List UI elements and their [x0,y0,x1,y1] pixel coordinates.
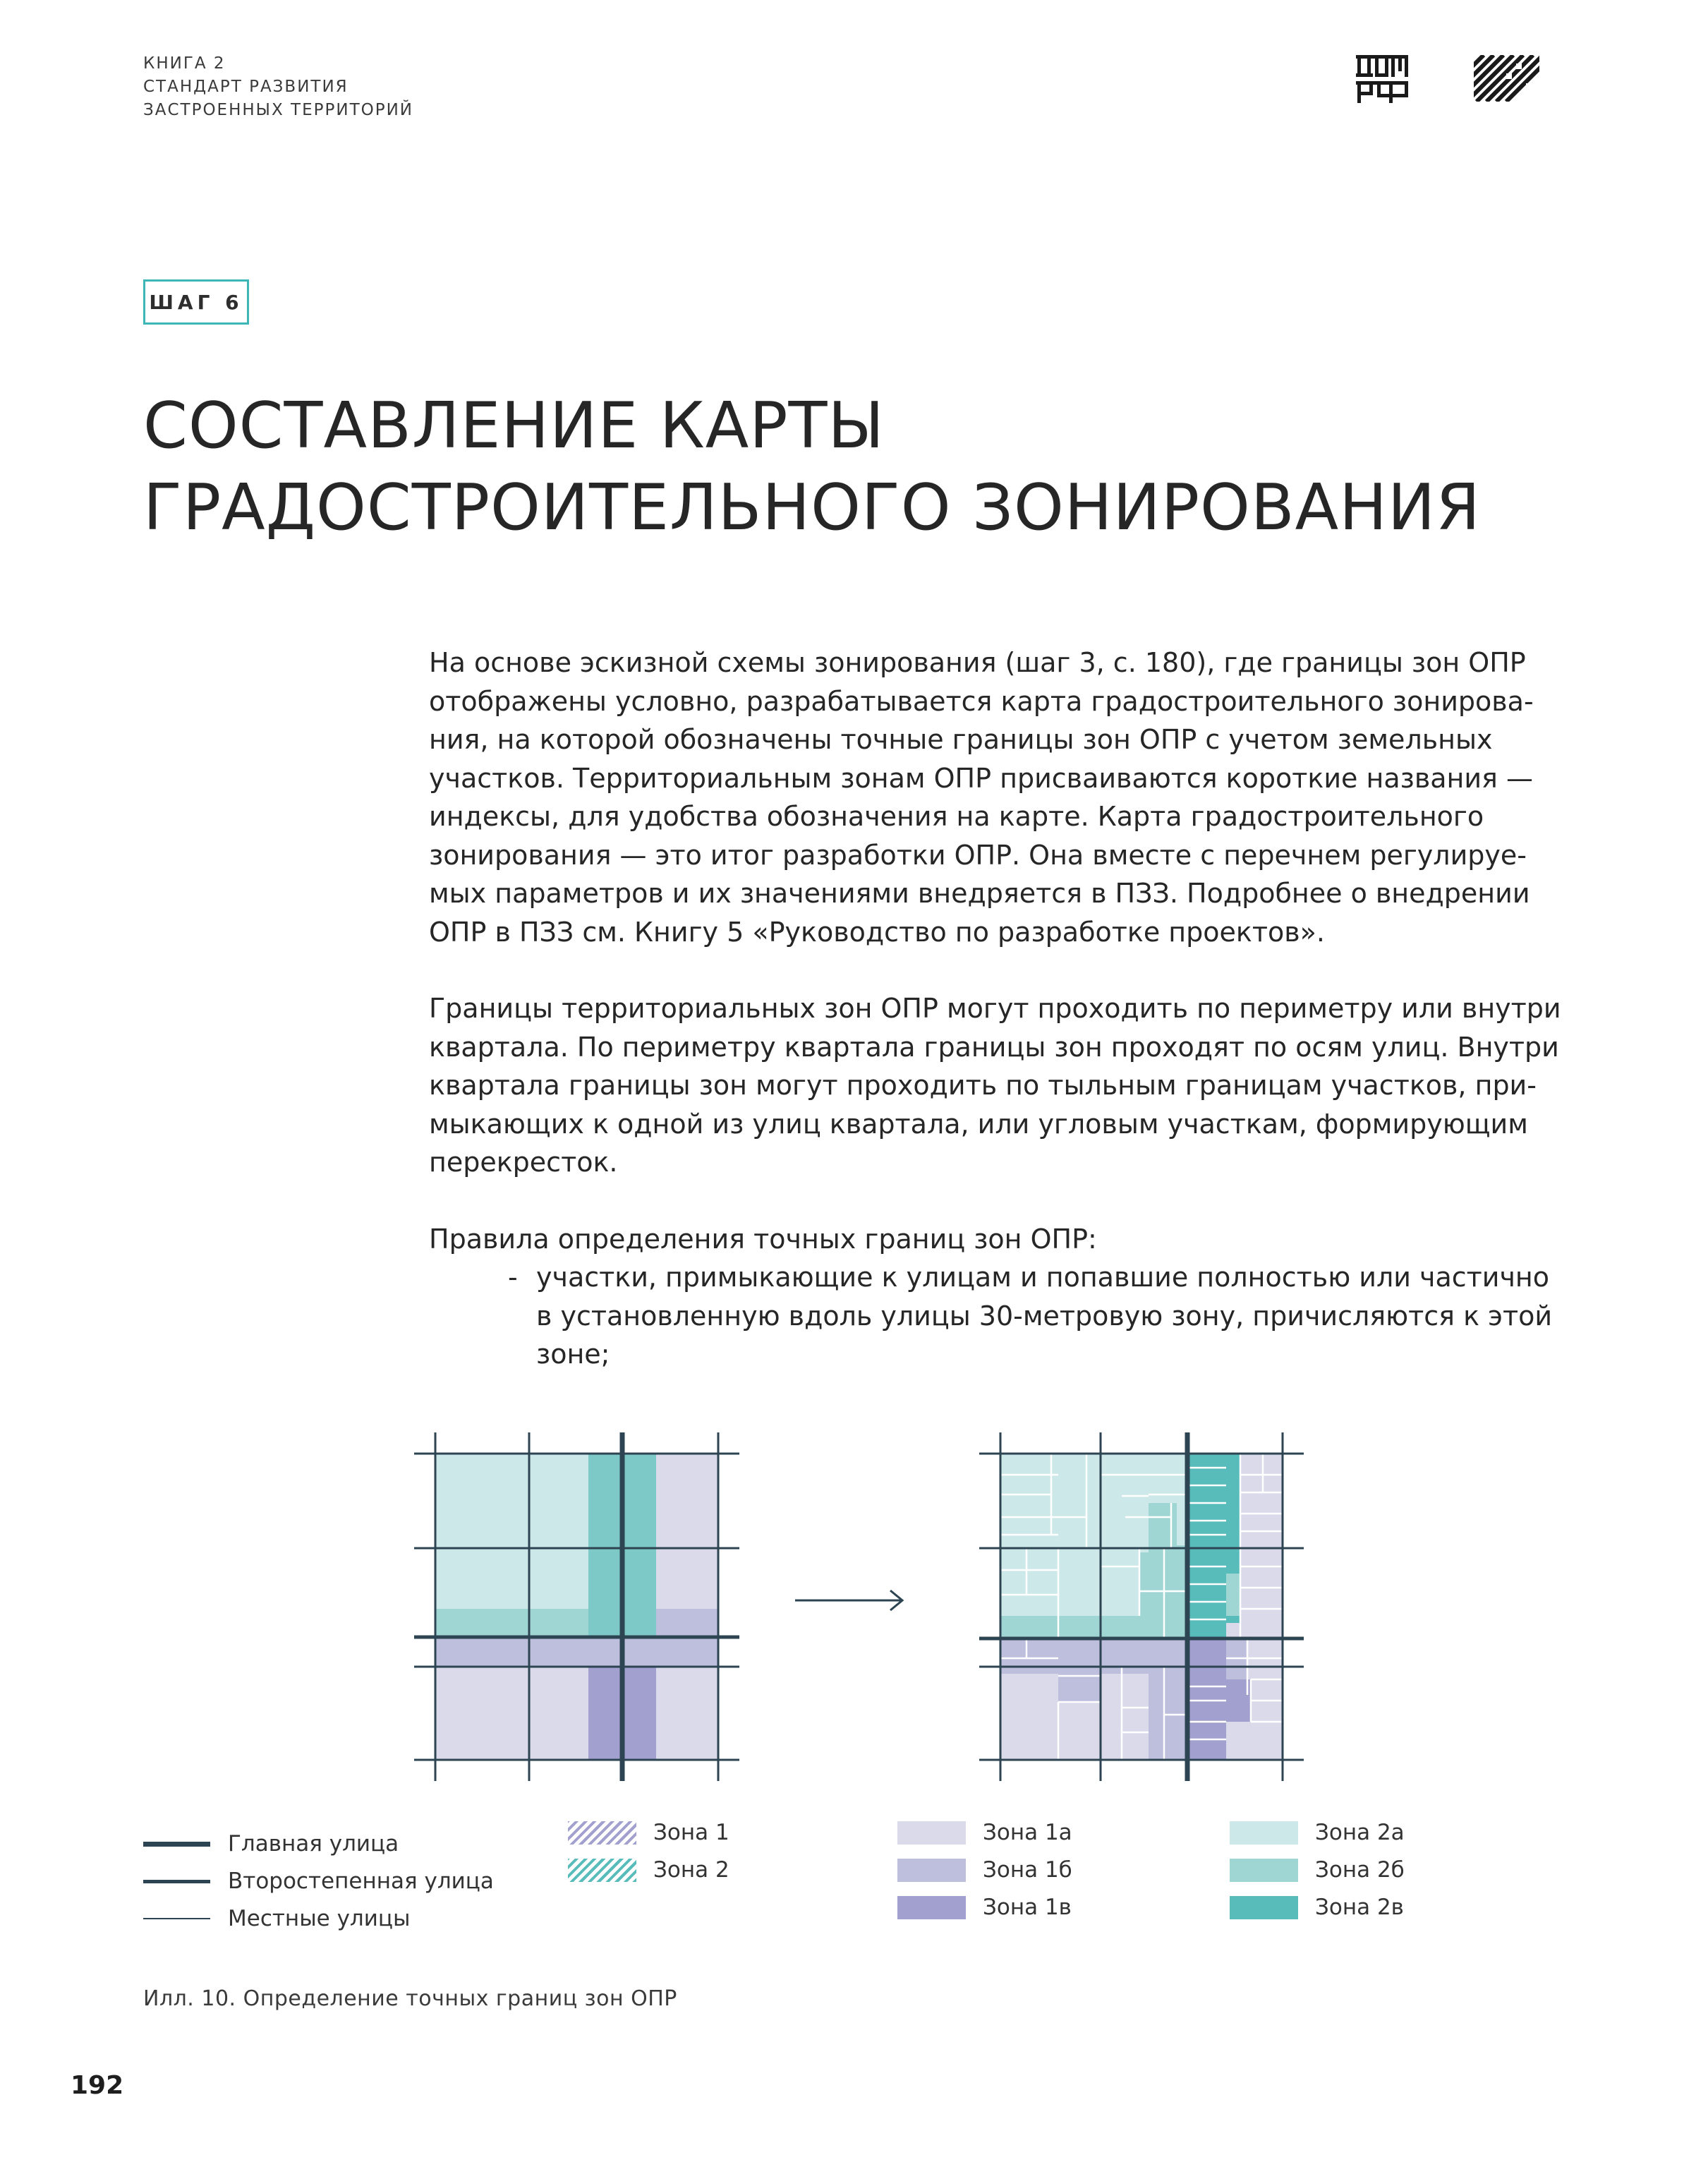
legend-label: Зона 1б [983,1857,1072,1883]
legend-label: Местные улицы [228,1906,411,1931]
legend-label: Зона 2в [1315,1895,1404,1920]
swatch-zone-2b [1230,1859,1298,1882]
legend-zone-1v [897,1895,1072,1920]
main-street-swatch [143,1842,210,1847]
text-line: Границы территориальных зон ОПР могут проходить по периметру или внутри [429,993,1561,1024]
text-line: квартала границы зон могут проходить по тыльным границам участков, при- [429,1070,1537,1101]
page-number: 192 [71,2071,124,2100]
legend-main-street [143,1831,399,1857]
legend-label: Зона 1 [653,1820,729,1845]
text-line: ОПР в ПЗЗ см. Книгу 5 «Руководство по разработке проектов». [429,916,1325,948]
legend-secondary-street [143,1869,494,1894]
swatch-zone-1b [897,1859,966,1882]
swatch-zone-1v [897,1896,966,1919]
title-line: СОСТАВЛЕНИЕ КАРТЫ [143,389,885,463]
text-line: зоне; [536,1339,610,1370]
legend-zone-2 [568,1857,729,1883]
text-line: мых параметров и их значениями внедряется в ПЗЗ. Подробнее о внедрении [429,878,1530,909]
legend-label: Зона 2а [1315,1820,1405,1845]
legend-label: Главная улица [228,1831,399,1857]
hatch-swatch-zone-1 [568,1821,636,1845]
text-line: квартала. По периметру квартала границы зон проходят по осям улиц. Внутри [429,1031,1559,1063]
text-line: участков. Территориальным зонам ОПР присваиваются короткие названия — [429,762,1533,794]
swatch-zone-2a [1230,1821,1298,1845]
header-line: СТАНДАРТ РАЗВИТИЯ [143,78,349,96]
text-line: зонирования — это итог разработки ОПР. Она вместе с перечнем регулируе- [429,839,1527,871]
hatch-swatch-zone-2 [568,1859,636,1882]
text-line: мыкающих к одной из улиц квартала, или угловым участкам, формирующим [429,1108,1528,1140]
legend-local-streets [143,1906,410,1931]
precise-zoning-map [979,1432,1304,1781]
title-line: ГРАДОСТРОИТЕЛЬНОГО ЗОНИРОВАНИЯ [143,471,1481,545]
legend-label: Зона 2 [653,1857,729,1883]
legend-label: Зона 1в [983,1895,1072,1920]
header-line: КНИГА 2 [143,54,226,73]
legend-label: Второстепенная улица [228,1869,494,1894]
legend-label: Зона 1а [983,1820,1072,1845]
rules-intro: Правила определения точных границ зон ОПР: [429,1223,1097,1255]
text-line: индексы, для удобства обозначения на карте. Карта градостроительного [429,801,1484,832]
step-badge: ШАГ 6 [143,279,249,325]
local-street-swatch [143,1918,210,1919]
legend-zone-1a [897,1820,1072,1845]
text-line: отображены условно, разрабатывается карта градостроительного зонирова- [429,685,1534,717]
legend-zone-2b [1230,1857,1405,1883]
legend-label: Зона 2б [1315,1857,1405,1883]
text-line: перекресток. [429,1147,618,1178]
list-dash: - [508,1262,518,1293]
arrow-icon [795,1590,902,1610]
header-line: ЗАСТРОЕННЫХ ТЕРРИТОРИЙ [143,101,414,119]
swatch-zone-2v [1230,1896,1298,1919]
text-line: в установленную вдоль улицы 30-метровую зону, причисляются к этой [536,1300,1553,1332]
legend-zone-1b [897,1857,1072,1883]
legend [0,1820,1708,1944]
legend-zone-2a [1230,1820,1405,1845]
swatch-zone-1a [897,1821,966,1845]
text-line: участки, примыкающие к улицам и попавшие полностью или частично [536,1262,1550,1293]
legend-zone-1 [568,1820,729,1845]
text-line: На основе эскизной схемы зонирования (шаг 3, с. 180), где границы зон ОПР [429,647,1526,678]
text-line: ния, на которой обозначены точные границы зон ОПР с учетом земельных [429,724,1493,755]
legend-zone-2v [1230,1895,1404,1920]
secondary-street-swatch [143,1880,210,1883]
sketch-zoning-map [414,1432,739,1781]
figure-caption: Илл. 10. Определение точных границ зон ОПР [143,1986,677,2011]
